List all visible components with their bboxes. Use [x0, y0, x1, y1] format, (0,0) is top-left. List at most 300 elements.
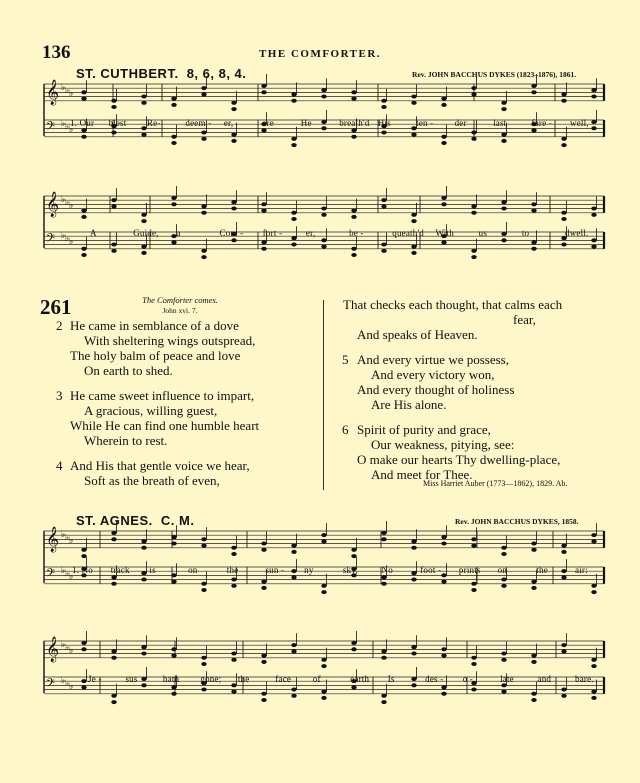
note-head: [171, 542, 176, 546]
note-head: [591, 690, 596, 694]
note-head: [411, 213, 416, 217]
note-head: [261, 548, 266, 552]
note-head: [111, 131, 116, 135]
lyric-syllable: des -: [425, 674, 444, 684]
note-head: [381, 694, 386, 698]
note-head: [351, 97, 356, 101]
note-head: [531, 209, 536, 213]
note-head: [591, 245, 596, 249]
note-head: [291, 643, 296, 647]
bass-clef: 𝄢: [46, 567, 56, 583]
flat-sign: ♭: [65, 198, 70, 208]
stanza-number: 3: [56, 388, 63, 403]
note-head: [261, 247, 266, 251]
note-head: [561, 688, 566, 692]
stanza: [56, 388, 320, 448]
tune2-title: [76, 513, 194, 528]
flat-sign: ♭: [61, 83, 66, 93]
note-head: [291, 688, 296, 692]
lyric-syllable: to: [521, 228, 530, 238]
note-head: [441, 654, 446, 658]
lyric-syllable: ny: [304, 565, 314, 575]
note-head: [231, 133, 236, 137]
note-head: [381, 700, 386, 704]
note-head: [531, 542, 536, 546]
note-head: [231, 200, 236, 204]
note-head: [321, 584, 326, 588]
note-head: [441, 542, 446, 546]
note-head: [321, 690, 326, 694]
stanza: [343, 352, 613, 412]
bass-clef: 𝄢: [46, 120, 56, 136]
note-head: [111, 204, 116, 208]
lyric-syllable: prints: [458, 565, 481, 575]
note-head: [591, 95, 596, 99]
note-head: [531, 548, 536, 552]
note-head: [111, 105, 116, 109]
tune1-composer-credit: Rev. JOHN BACCHUS DYKES (1823–1876), 1861.: [412, 70, 577, 79]
note-head: [141, 645, 146, 649]
note-head: [201, 688, 206, 692]
note-head: [381, 582, 386, 586]
lyric-syllable: Guide,: [133, 228, 159, 238]
treble-clef: 𝄞: [46, 637, 60, 662]
note-head: [441, 202, 446, 206]
note-head: [261, 209, 266, 213]
note-head: [411, 245, 416, 249]
note-head: [501, 107, 506, 111]
note-head: [171, 692, 176, 696]
note-head: [351, 685, 356, 689]
stanzas-left-column: [56, 318, 320, 498]
note-head: [111, 249, 116, 253]
lyric-syllable: on: [497, 565, 508, 575]
note-head: [141, 652, 146, 656]
verse-line: Are His alone.: [371, 397, 447, 412]
note-head: [81, 247, 86, 251]
note-head: [201, 582, 206, 586]
lyric-syllable: A: [90, 228, 97, 238]
note-head: [561, 143, 566, 147]
note-head: [321, 590, 326, 594]
note-head: [111, 649, 116, 653]
note-head: [351, 253, 356, 257]
note-head: [531, 247, 536, 251]
hymn-subtitle: The Comforter comes.: [142, 295, 218, 305]
note-head: [231, 578, 236, 582]
note-head: [501, 578, 506, 582]
verse-line: And speaks of Heaven.: [357, 327, 478, 342]
lyric-syllable: Je -: [88, 674, 102, 684]
note-head: [471, 688, 476, 692]
verse-line: A gracious, willing guest,: [84, 403, 218, 418]
note-head: [561, 217, 566, 221]
lyric-syllable: and: [537, 674, 552, 684]
note-head: [111, 537, 116, 541]
lyric-syllable: dwell.: [565, 228, 589, 238]
tune2-meter: C. M.: [160, 513, 195, 528]
note-head: [291, 649, 296, 653]
note-head: [501, 690, 506, 694]
flat-sign: ♭: [61, 530, 66, 540]
lyric-syllable: His: [377, 118, 391, 128]
note-head: [201, 86, 206, 90]
note-head: [501, 101, 506, 105]
running-head: THE COMFORTER.: [258, 48, 382, 60]
note-head: [591, 213, 596, 217]
lyric-syllable: No: [381, 565, 393, 575]
verse-line: That checks each thought, that calms each: [343, 297, 563, 312]
note-head: [441, 692, 446, 696]
note-head: [291, 217, 296, 221]
flat-sign: ♭: [69, 572, 74, 582]
lyric-syllable: hath: [162, 674, 180, 684]
flat-sign: ♭: [69, 646, 74, 656]
note-head: [321, 213, 326, 217]
lyric-syllable: air:: [575, 565, 588, 575]
flat-sign: ♭: [69, 536, 74, 546]
note-head: [81, 215, 86, 219]
note-head: [111, 531, 116, 535]
treble-clef: 𝄞: [46, 527, 60, 552]
note-head: [111, 243, 116, 247]
lyric-syllable: queath'd: [392, 228, 424, 238]
note-head: [591, 533, 596, 537]
flat-sign: ♭: [65, 86, 70, 96]
note-head: [531, 698, 536, 702]
note-head: [321, 658, 326, 662]
lyric-syllable: the: [237, 674, 250, 684]
note-head: [171, 103, 176, 107]
note-head: [471, 582, 476, 586]
note-head: [411, 578, 416, 582]
lyric-syllable: sun -: [265, 565, 285, 575]
note-head: [471, 204, 476, 208]
lyric-syllable: be -: [349, 228, 364, 238]
lyric-syllable: bare.: [575, 674, 594, 684]
note-head: [381, 531, 386, 535]
note-head: [201, 204, 206, 208]
note-head: [231, 546, 236, 550]
note-head: [501, 200, 506, 204]
note-head: [531, 84, 536, 88]
note-head: [561, 99, 566, 103]
tune2-name: ST. AGNES.: [76, 513, 153, 528]
note-head: [531, 240, 536, 244]
note-head: [471, 86, 476, 90]
note-head: [141, 539, 146, 543]
note-head: [261, 692, 266, 696]
note-head: [261, 660, 266, 664]
note-head: [501, 658, 506, 662]
verse-line: While He can find one humble heart: [70, 418, 260, 433]
note-head: [591, 590, 596, 594]
verse-line: O make our hearts Thy dwelling-place,: [357, 452, 561, 467]
note-head: [471, 537, 476, 541]
note-head: [531, 90, 536, 94]
note-head: [261, 202, 266, 206]
flat-sign: ♭: [65, 569, 70, 579]
note-head: [171, 647, 176, 651]
stanzas-right-column: [343, 297, 613, 492]
note-head: [231, 107, 236, 111]
note-head: [81, 135, 86, 139]
lyric-syllable: er,: [223, 118, 234, 128]
note-head: [411, 652, 416, 656]
note-head: [261, 542, 266, 546]
verse-line: He came in semblance of a dove: [70, 318, 239, 333]
note-head: [321, 245, 326, 249]
note-head: [141, 546, 146, 550]
note-head: [231, 584, 236, 588]
note-head: [561, 550, 566, 554]
note-head: [351, 135, 356, 139]
note-head: [141, 245, 146, 249]
note-head: [591, 584, 596, 588]
note-head: [441, 647, 446, 651]
note-head: [351, 548, 356, 552]
bass-clef: 𝄢: [46, 677, 56, 693]
note-head: [141, 133, 146, 137]
note-head: [471, 249, 476, 253]
note-head: [411, 251, 416, 255]
note-head: [261, 84, 266, 88]
stanza-number: 2: [56, 318, 63, 333]
tune1-lyric-line-1: [0, 118, 640, 130]
flat-sign: ♭: [69, 89, 74, 99]
verse-line: And His that gentle voice we hear,: [70, 458, 250, 473]
note-head: [351, 215, 356, 219]
scripture-reference: John xvi. 7.: [162, 306, 198, 315]
flat-sign: ♭: [61, 231, 66, 241]
note-head: [561, 211, 566, 215]
note-head: [411, 645, 416, 649]
flat-sign: ♭: [65, 122, 70, 132]
lyric-syllable: fare -: [531, 118, 552, 128]
flat-sign: ♭: [65, 533, 70, 543]
note-head: [351, 90, 356, 94]
note-head: [471, 211, 476, 215]
lyric-syllable: ere: [262, 118, 274, 128]
stanza: [56, 318, 320, 378]
note-head: [591, 88, 596, 92]
note-head: [321, 539, 326, 543]
note-head: [171, 580, 176, 584]
verse-line: Our weakness, pitying, see:: [371, 437, 515, 452]
lyric-syllable: the: [536, 565, 548, 575]
tune1-meter: 8, 6, 8, 4.: [186, 66, 247, 81]
note-head: [411, 219, 416, 223]
tune1-lyric-line-2: [0, 228, 640, 240]
note-head: [111, 694, 116, 698]
note-head: [171, 654, 176, 658]
stanza: [56, 458, 320, 488]
hymn-number: 261: [40, 295, 72, 319]
note-head: [171, 240, 176, 244]
lyric-syllable: 1. Our: [70, 118, 95, 128]
note-head: [81, 209, 86, 213]
lyric-syllable: us: [478, 228, 488, 238]
note-head: [501, 652, 506, 656]
stanza: [343, 422, 613, 482]
note-head: [141, 578, 146, 582]
lyric-syllable: well,: [570, 118, 589, 128]
note-head: [441, 141, 446, 145]
lyric-syllable: last: [493, 118, 507, 128]
tune2-lyric-line-1: [0, 565, 640, 577]
note-head: [411, 546, 416, 550]
note-head: [171, 135, 176, 139]
note-head: [381, 204, 386, 208]
note-head: [111, 656, 116, 660]
note-head: [291, 544, 296, 548]
lyric-syllable: track: [110, 565, 130, 575]
note-head: [471, 255, 476, 259]
lyric-syllable: the: [226, 565, 239, 575]
lyric-syllable: He: [300, 118, 312, 128]
note-head: [531, 654, 536, 658]
lyric-syllable: er,: [305, 228, 316, 238]
note-head: [321, 95, 326, 99]
note-head: [201, 249, 206, 253]
note-head: [531, 586, 536, 590]
lyric-syllable: is: [149, 565, 156, 575]
note-head: [351, 209, 356, 213]
note-head: [81, 548, 86, 552]
stanza-number: 5: [342, 352, 349, 367]
note-head: [291, 694, 296, 698]
note-head: [261, 654, 266, 658]
note-head: [141, 219, 146, 223]
note-head: [81, 641, 86, 645]
tune2-composer-credit: Rev. JOHN BACCHUS DYKES, 1858.: [455, 517, 579, 526]
flat-sign: ♭: [61, 119, 66, 129]
tune1-name: ST. CUTHBERT.: [76, 66, 179, 81]
note-head: [591, 664, 596, 668]
lyric-syllable: der: [454, 118, 467, 128]
note-head: [561, 92, 566, 96]
note-head: [381, 656, 386, 660]
lyric-syllable: Is: [387, 674, 395, 684]
lyric-syllable: gone;: [200, 674, 222, 684]
hymn-author: Miss Harriet Auber (1773—1862), 1829. Ab.: [423, 479, 568, 488]
note-head: [411, 101, 416, 105]
note-head: [201, 588, 206, 592]
note-head: [141, 213, 146, 217]
note-head: [291, 550, 296, 554]
lyric-syllable: sus: [125, 674, 138, 684]
note-head: [201, 131, 206, 135]
note-head: [441, 97, 446, 101]
note-head: [291, 99, 296, 103]
note-head: [441, 580, 446, 584]
note-head: [321, 533, 326, 537]
treble-clef: 𝄞: [46, 80, 60, 105]
lyric-syllable: fort -: [262, 228, 283, 238]
note-head: [291, 143, 296, 147]
note-head: [471, 588, 476, 592]
note-head: [561, 649, 566, 653]
verse-line: And meet for Thee.: [371, 467, 473, 482]
note-head: [441, 135, 446, 139]
note-head: [411, 95, 416, 99]
lyric-syllable: ten -: [416, 118, 434, 128]
verse-line: With sheltering wings outspread,: [84, 333, 256, 348]
verse-line: And every victory won,: [371, 367, 495, 382]
note-head: [321, 88, 326, 92]
note-head: [291, 211, 296, 215]
note-head: [291, 243, 296, 247]
note-head: [561, 643, 566, 647]
lyric-syllable: breath'd: [339, 118, 370, 128]
note-head: [381, 243, 386, 247]
lyric-syllable: foot -: [420, 565, 442, 575]
note-head: [231, 652, 236, 656]
lyric-syllable: o -: [462, 674, 473, 684]
page-number: 136: [42, 42, 71, 63]
note-head: [531, 202, 536, 206]
note-head: [441, 103, 446, 107]
note-head: [381, 99, 386, 103]
note-head: [501, 546, 506, 550]
note-head: [201, 92, 206, 96]
lyric-syllable: earth: [350, 674, 370, 684]
flat-sign: ♭: [61, 676, 66, 686]
lyric-syllable: late: [500, 674, 514, 684]
note-head: [231, 552, 236, 556]
note-head: [171, 141, 176, 145]
verse-line: The holy balm of peace and love: [70, 348, 241, 363]
lyric-syllable: With: [435, 228, 454, 238]
note-head: [231, 658, 236, 662]
lyric-syllable: Com -: [219, 228, 244, 238]
note-head: [351, 247, 356, 251]
verse-line: Wherein to rest.: [84, 433, 168, 448]
note-head: [81, 97, 86, 101]
note-head: [381, 537, 386, 541]
column-divider: [323, 300, 324, 490]
note-head: [171, 202, 176, 206]
note-head: [201, 662, 206, 666]
note-head: [531, 580, 536, 584]
note-head: [351, 554, 356, 558]
note-head: [411, 133, 416, 137]
verse-line: And every thought of holiness: [357, 382, 515, 397]
bass-clef: 𝄢: [46, 232, 56, 248]
note-head: [381, 131, 386, 135]
stanza-continuation: [343, 297, 613, 342]
note-head: [561, 694, 566, 698]
verse-line: He came sweet influence to impart,: [70, 388, 255, 403]
tune2-lyric-line-2: [0, 674, 640, 686]
note-head: [351, 647, 356, 651]
note-head: [171, 685, 176, 689]
stanza-number: 6: [342, 422, 349, 437]
note-head: [291, 92, 296, 96]
flat-sign: ♭: [69, 125, 74, 135]
lyric-syllable: Re-: [146, 118, 161, 128]
verse-line: On earth to shed.: [84, 363, 173, 378]
note-head: [411, 539, 416, 543]
lyric-syllable: sky,: [342, 565, 358, 575]
note-head: [531, 692, 536, 696]
note-head: [171, 196, 176, 200]
note-head: [231, 207, 236, 211]
note-head: [471, 662, 476, 666]
note-head: [591, 696, 596, 700]
note-head: [261, 580, 266, 584]
note-head: [261, 698, 266, 702]
